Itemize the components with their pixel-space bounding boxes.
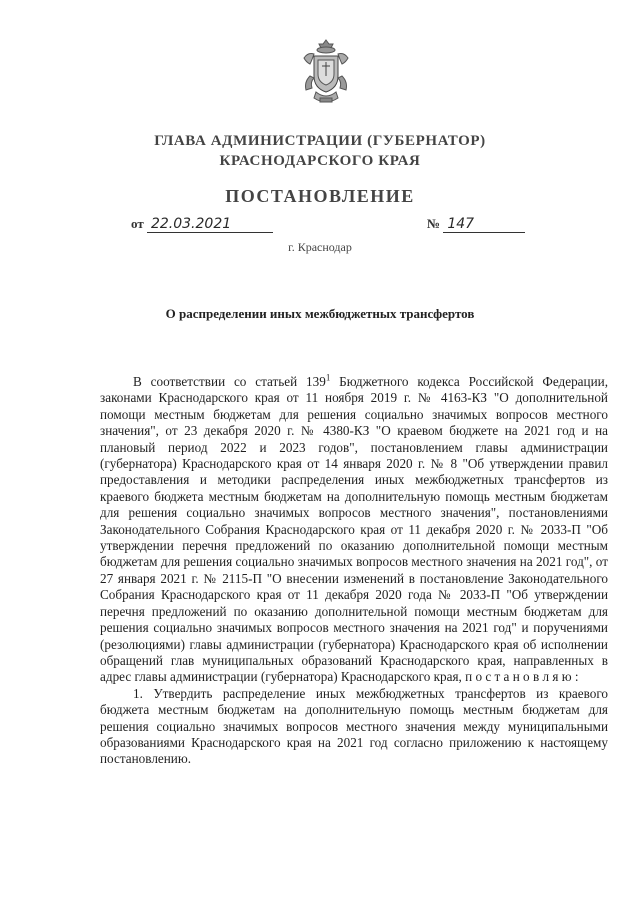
preamble-start: В соответствии со статьей 139 <box>133 374 326 389</box>
document-title: О распределении иных межбюджетных трансфертов <box>165 306 475 321</box>
date-label: от <box>131 216 144 231</box>
date-value: 22.03.2021 <box>147 216 273 233</box>
number-field <box>427 216 525 233</box>
document-body <box>100 374 608 768</box>
issuer-line-1: ГЛАВА АДМИНИСТРАЦИИ (ГУБЕРНАТОР) <box>154 133 486 149</box>
paragraph-item-1: 1. Утвердить распределение иных межбюджетных трансфертов из краевого бюджета местным бюджетам на дополнительную помощь местным бюджетам для решения социально значимых вопросов местного значения между муниципальными образованиями Краснодарского края на 2021 год согласно приложению к настоящему постановлению. <box>100 685 608 767</box>
coat-of-arms-icon <box>296 36 356 106</box>
city: г. Краснодар <box>288 240 352 254</box>
number-value: 147 <box>443 216 525 233</box>
paragraph-preamble <box>100 374 608 686</box>
document-type: ПОСТАНОВЛЕНИЕ <box>225 186 415 206</box>
issuer-line-2: КРАСНОДАРСКОГО КРАЯ <box>219 153 421 169</box>
date-field <box>131 216 273 233</box>
preamble-rest: Бюджетного кодекса Российской Федерации, законами Краснодарского края от 11 ноября 2019 г. № 4163-КЗ "О дополнительной помощи местным бюджетам для решения социально значимых вопросов местного значения", от 23 декабря 2020 г. № 4380-КЗ "О краевом бюджете на 2021 год и на плановый период 2022 и 2023 годов", постановлением главы администрации (губернатора) Краснодарского края от 14 января 2020 г. № 8 "Об утверждении правил предоставления и методики распределения иных межбюджетных трансфертов из краевого бюджета местным бюджетам на дополнительную помощь местным бюджетам для решения социально значимых вопросов местного значения", постановлениями Законодательного Собрания Краснодарского края от 11 декабря 2020 г. № 2033-П "Об утверждении перечня предложений по оказанию дополнительной помощи местным бюджетам для решения социально значимых вопросов местного значения на 2021 год", от 27 января 2021 г. № 2115-П "О внесении изменений в постановление Законодательного Собрания Краснодарского края от 11 декабря 2020 года № 2033-П "Об утверждении перечня предложений по оказанию дополнительной помощи местным бюджетам для решения социально значимых вопросов местного значения на 2021 год" и поручениями (резолюциями) главы администрации (губернатора) Краснодарского края об исполнении обращений глав муниципальных образований Краснодарского края, направленных в адрес главы администрации (губернатора) Краснодарского края, п о с т а н о в л я ю : <box>100 374 608 685</box>
article-superscript: 1 <box>325 372 331 383</box>
number-label: № <box>427 216 441 231</box>
